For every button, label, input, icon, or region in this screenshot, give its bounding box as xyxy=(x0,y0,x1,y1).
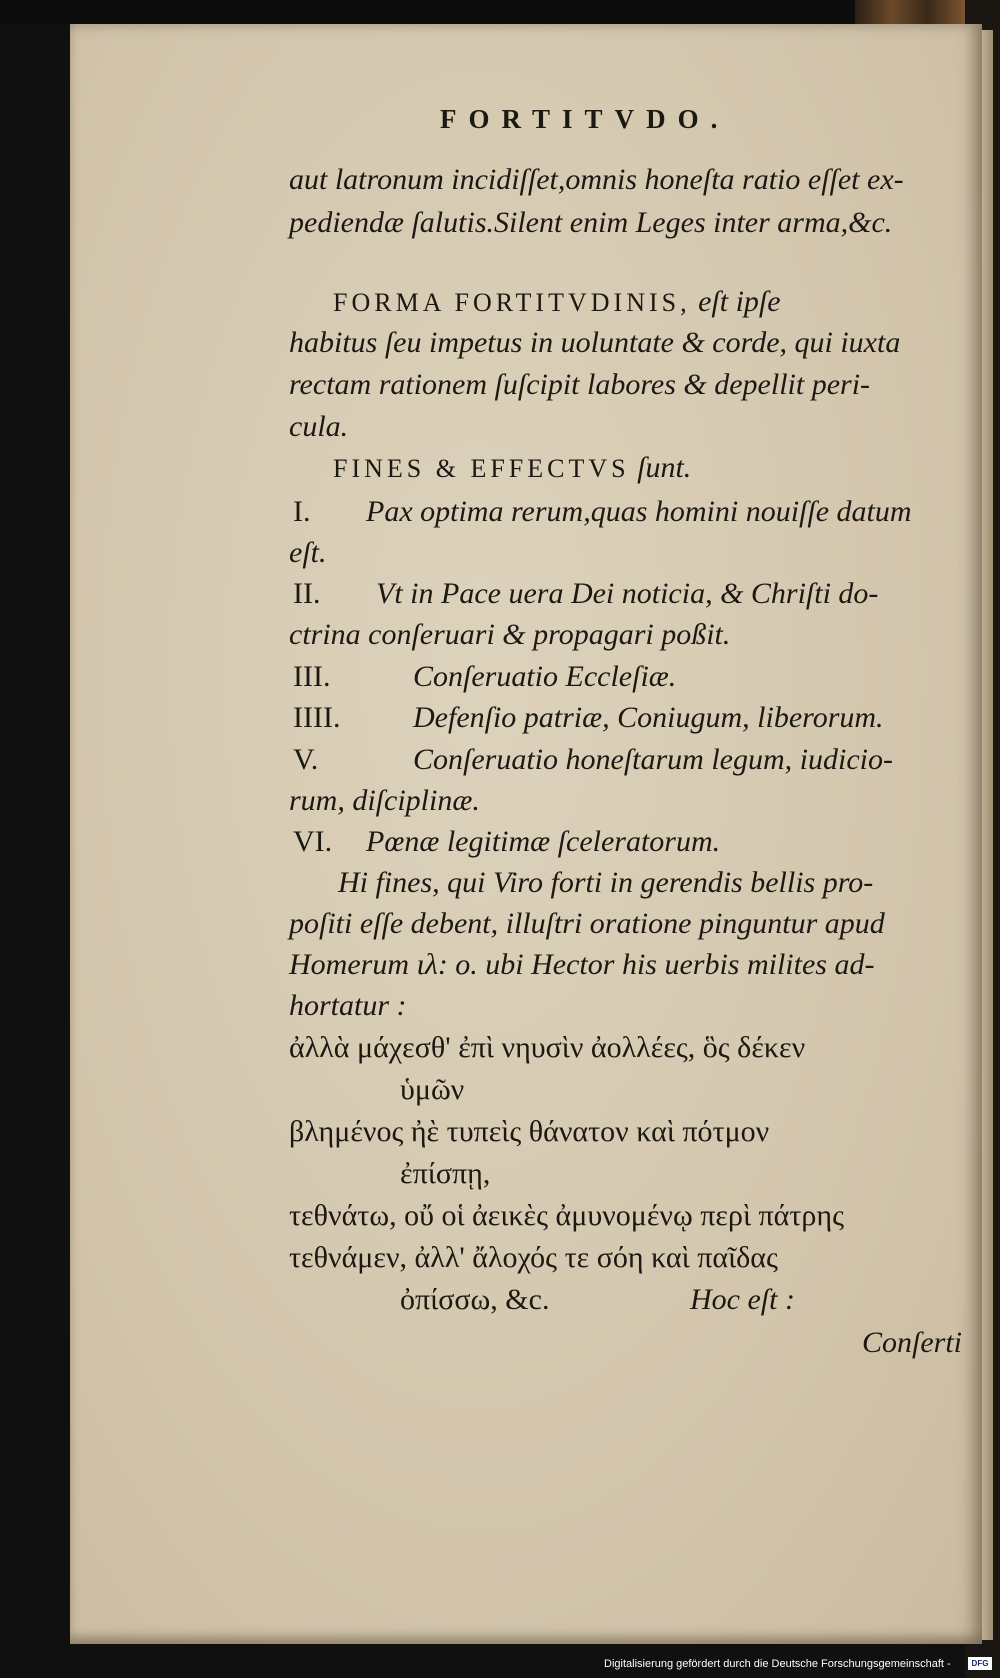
list-text: Pœnæ legitimæ ſceleratorum. xyxy=(366,825,721,858)
catchword: Conſerti xyxy=(862,1326,963,1359)
greek-line-2b: ἐπίσπῃ, xyxy=(400,1157,491,1190)
text-line-2: pediendæ ſalutis.Silent enim Leges inter arma,&c. xyxy=(289,206,893,239)
text-line-1: aut latronum incidiſſet,omnis honeſta ratio eſſet ex- xyxy=(289,163,904,196)
list-text: Pax optima rerum,quas homini nouiſſe datum xyxy=(366,495,912,528)
scan-top-border xyxy=(0,0,1000,24)
hoc-est: Hoc eſt : xyxy=(690,1283,795,1316)
greek-line-1b: ὑμῶν xyxy=(400,1073,465,1106)
list-number: V. xyxy=(293,743,319,776)
greek-line-2: βλημένος ἠὲ τυπεὶς θάνατον καὶ πότμον xyxy=(289,1115,770,1148)
list-item-1-cont: eſt. xyxy=(289,536,327,569)
running-header: FORTITVDO. xyxy=(440,104,730,134)
text-line-6: cula. xyxy=(289,410,349,443)
list-text: Conſeruatio Eccleſiæ. xyxy=(413,660,677,693)
list-text: Defenſio patriæ, Coniugum, liberorum. xyxy=(413,701,884,734)
para-line-4: hortatur : xyxy=(289,989,407,1022)
list-number: III. xyxy=(293,660,331,693)
greek-line-4: τεθνάμεν, ἀλλ' ἄλοχός τε σόη καὶ παῖδας xyxy=(289,1241,778,1274)
fines-heading-cont: ſunt. xyxy=(637,451,692,484)
list-number: II. xyxy=(293,577,321,610)
list-text: Conſeruatio honeſtarum legum, iudicio- xyxy=(413,743,893,776)
list-item-5-cont: rum, diſciplinæ. xyxy=(289,784,480,817)
greek-line-1: ἀλλὰ μάχεσθ' ἐπὶ νηυσὶν ἀολλέες, ὃς δέκεν xyxy=(289,1031,806,1064)
text-line-7 xyxy=(333,450,691,487)
fines-heading: FINES & EFFECTVS xyxy=(333,454,630,483)
list-number: IIII. xyxy=(293,701,341,734)
list-item-2-cont: ctrina conſeruari & propagari poßit. xyxy=(289,618,731,651)
para-line-3: Homerum ιλ: ο. ubi Hector his uerbis milites ad- xyxy=(289,948,875,981)
text-line-5: rectam rationem ſuſcipit labores & depellit peri- xyxy=(289,368,871,401)
text-line-4: habitus ſeu impetus in uoluntate & corde, qui iuxta xyxy=(289,326,901,359)
list-number: VI. xyxy=(293,825,333,858)
para-line-2: poſiti eſſe debent, illuſtri oratione pinguntur apud xyxy=(289,907,885,940)
forma-heading-cont: eſt ipſe xyxy=(698,285,781,318)
digitization-credit: Digitalisierung gefördert durch die Deutsche Forschungsgemeinschaft - xyxy=(604,1658,951,1670)
greek-line-5-text: ὀπίσσω, &c. xyxy=(400,1283,550,1316)
text-line-3 xyxy=(333,284,781,321)
para-line-1: Hi fines, qui Viro forti in gerendis bellis pro- xyxy=(338,866,874,899)
list-text: Vt in Pace uera Dei noticia, & Chriſti do- xyxy=(376,577,879,610)
greek-line-3: τεθνάτω, οὔ οἱ ἀεικὲς ἀμυνομένῳ περὶ πάτρης xyxy=(289,1199,844,1232)
list-number: I. xyxy=(293,495,311,528)
forma-heading: FORMA FORTITVDINIS, xyxy=(333,288,691,317)
dfg-logo: DFG xyxy=(968,1657,992,1670)
